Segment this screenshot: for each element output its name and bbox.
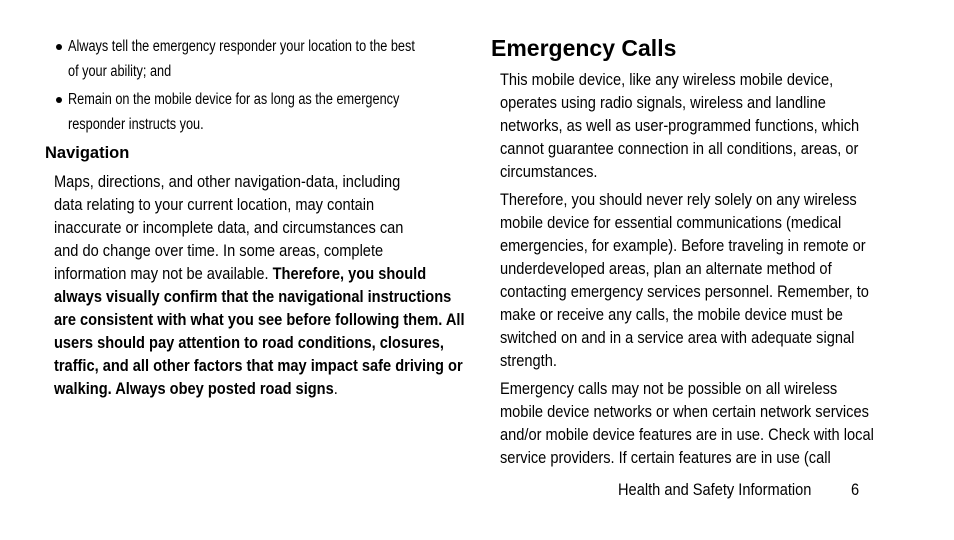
navigation-line [54,264,487,284]
paragraph-line: mobile device networks or when certain network services [500,402,869,421]
navigation-bold-line: are consistent with what you see before following them. All [54,310,465,329]
paragraph-line: emergencies, for example). Before traveling in remote or [500,236,866,255]
paragraph-line: networks, as well as user-programmed functions, which [500,116,860,135]
paragraph-line: circumstances. [500,162,598,181]
paragraph-line: Emergency calls may not be possible on all wireless [500,379,838,398]
navigation-bold-text: Therefore, you should [272,264,427,283]
navigation-line [54,379,384,399]
navigation-plain-text: . [333,379,338,398]
page-number: 6 [851,480,860,499]
paragraph-line: contacting emergency services personnel. Remember, to [500,282,869,301]
paragraph-line: operates using radio signals, wireless and landline [500,93,826,112]
paragraph-line: switched on and in a service area with adequate signal [500,328,855,347]
navigation-bold-line: users should pay attention to road conditions, closures, [54,333,444,352]
navigation-bold-line: always visually confirm that the navigational instructions [54,287,452,306]
paragraph-line: make or receive any calls, the mobile device must be [500,305,843,324]
navigation-heading: Navigation [45,144,130,162]
emergency-calls-heading: Emergency Calls [491,35,677,61]
bullet-1-line-1: Always tell the emergency responder your location to the best [68,38,415,55]
bullet-2-line-2: responder instructs you. [68,116,204,133]
paragraph-line: Therefore, you should never rely solely on any wireless [500,190,857,209]
paragraph-line: and/or mobile device features are in use. Check with local [500,425,874,444]
paragraph-line: cannot guarantee connection in all conditions, areas, or [500,139,859,158]
bullet-dot [56,44,62,50]
navigation-line: Maps, directions, and other navigation-data, including [54,172,401,191]
navigation-bold-line: traffic, and all other factors that may impact safe driving or [54,356,463,375]
paragraph-line: service providers. If certain features are in use (call [500,448,831,467]
navigation-line: data relating to your current location, may contain [54,195,375,214]
navigation-line: and do change over time. In some areas, complete [54,241,384,260]
navigation-plain-text: information may not be available. [54,264,273,283]
bullet-2-line-1: Remain on the mobile device for as long as the emergency [68,91,400,108]
navigation-line: inaccurate or incomplete data, and circumstances can [54,218,404,237]
paragraph-line: mobile device for essential communications (medical [500,213,842,232]
paragraph-line: underdeveloped areas, plan an alternate method of [500,259,832,278]
navigation-bold-text: walking. Always obey posted road signs [54,379,334,398]
bullet-dot [56,97,62,103]
paragraph-line: This mobile device, like any wireless mobile device, [500,70,834,89]
footer-section-title: Health and Safety Information [618,480,812,499]
paragraph-line: strength. [500,351,557,370]
bullet-1-line-2: of your ability; and [68,63,172,80]
